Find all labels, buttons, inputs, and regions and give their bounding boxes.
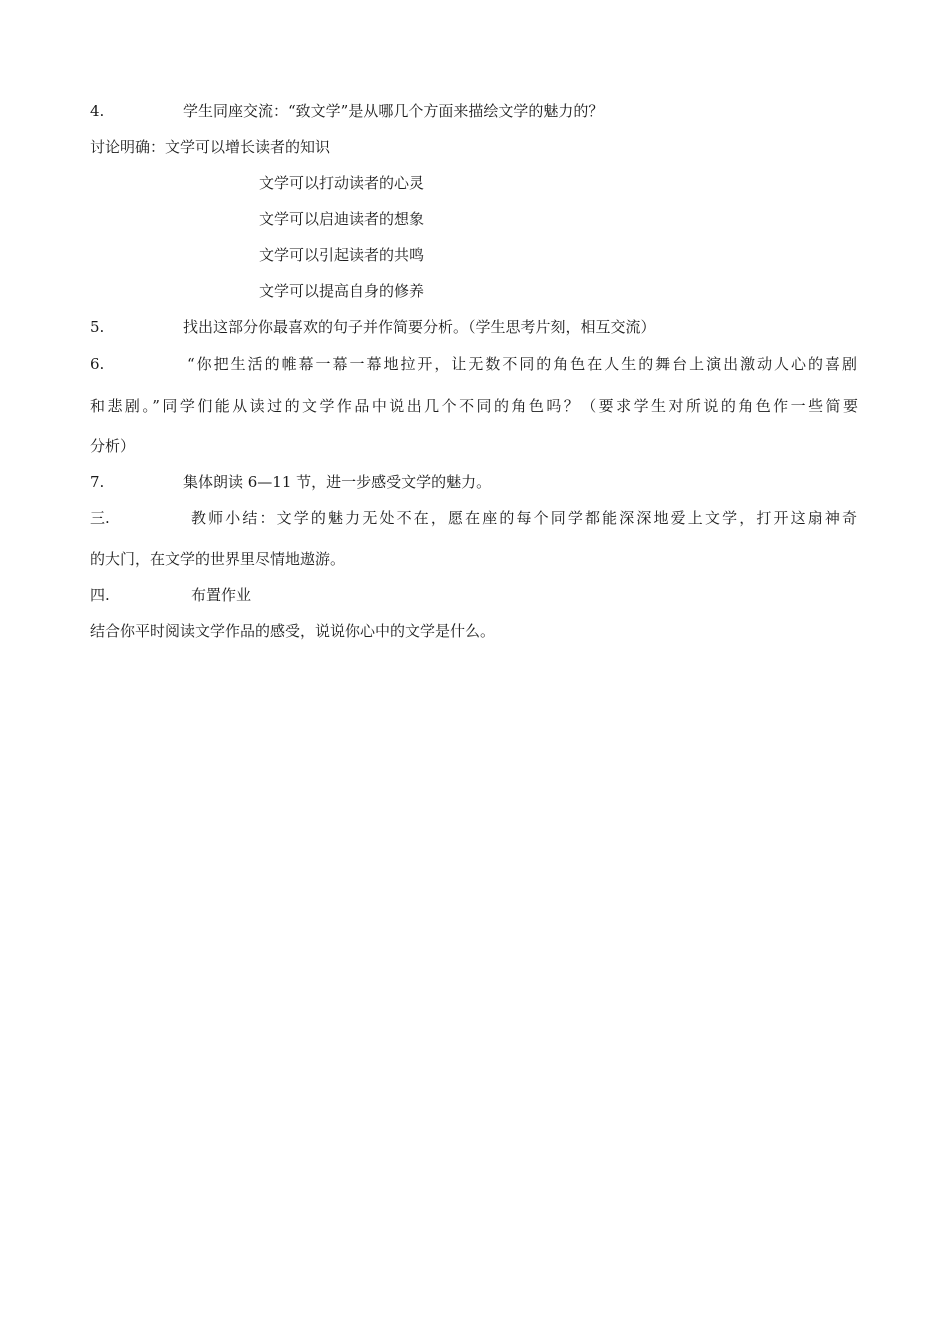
- item-7-text: 集体朗读 6—11 节，进一步感受文学的魅力。: [183, 473, 492, 491]
- discussion-point: 文学可以提高自身的修养: [259, 282, 425, 300]
- section-4-title: 布置作业: [191, 586, 252, 604]
- item-5-number: 5.: [90, 318, 105, 336]
- homework-text: 结合你平时阅读文学作品的感受，说说你心中的文学是什么。: [90, 622, 496, 640]
- item-7-number: 7.: [90, 473, 105, 491]
- item-6-line-3: 分析）: [90, 437, 136, 455]
- item-4-number: 4.: [90, 102, 105, 120]
- section-3-line-2: 的大门，在文学的世界里尽情地遨游。: [90, 550, 346, 568]
- item-6-line-1: “你把生活的帷幕一幕一幕地拉开，让无数不同的角色在人生的舞台上演出激动人心的喜剧: [187, 355, 857, 373]
- item-6-number: 6.: [90, 355, 105, 373]
- section-3-number: 三.: [90, 509, 110, 527]
- discussion-point: 文学可以打动读者的心灵: [259, 174, 425, 192]
- item-4-text: 学生同座交流：“致文学”是从哪几个方面来描绘文学的魅力的？: [183, 102, 604, 120]
- section-3-line-1: 教师小结：文学的魅力无处不在，愿在座的每个同学都能深深地爱上文学，打开这扇神奇: [191, 509, 857, 527]
- section-4-number: 四.: [90, 586, 110, 604]
- discussion-point: 文学可以引起读者的共鸣: [259, 246, 425, 264]
- item-6-line-2: 和悲剧。”同学们能从读过的文学作品中说出几个不同的角色吗？（要求学生对所说的角色作一些简要: [90, 397, 858, 415]
- discussion-point: 文学可以启迪读者的想象: [259, 210, 425, 228]
- item-5-text: 找出这部分你最喜欢的句子并作简要分析。（学生思考片刻，相互交流）: [183, 318, 656, 336]
- discussion-lead: 讨论明确：文学可以增长读者的知识: [90, 138, 331, 156]
